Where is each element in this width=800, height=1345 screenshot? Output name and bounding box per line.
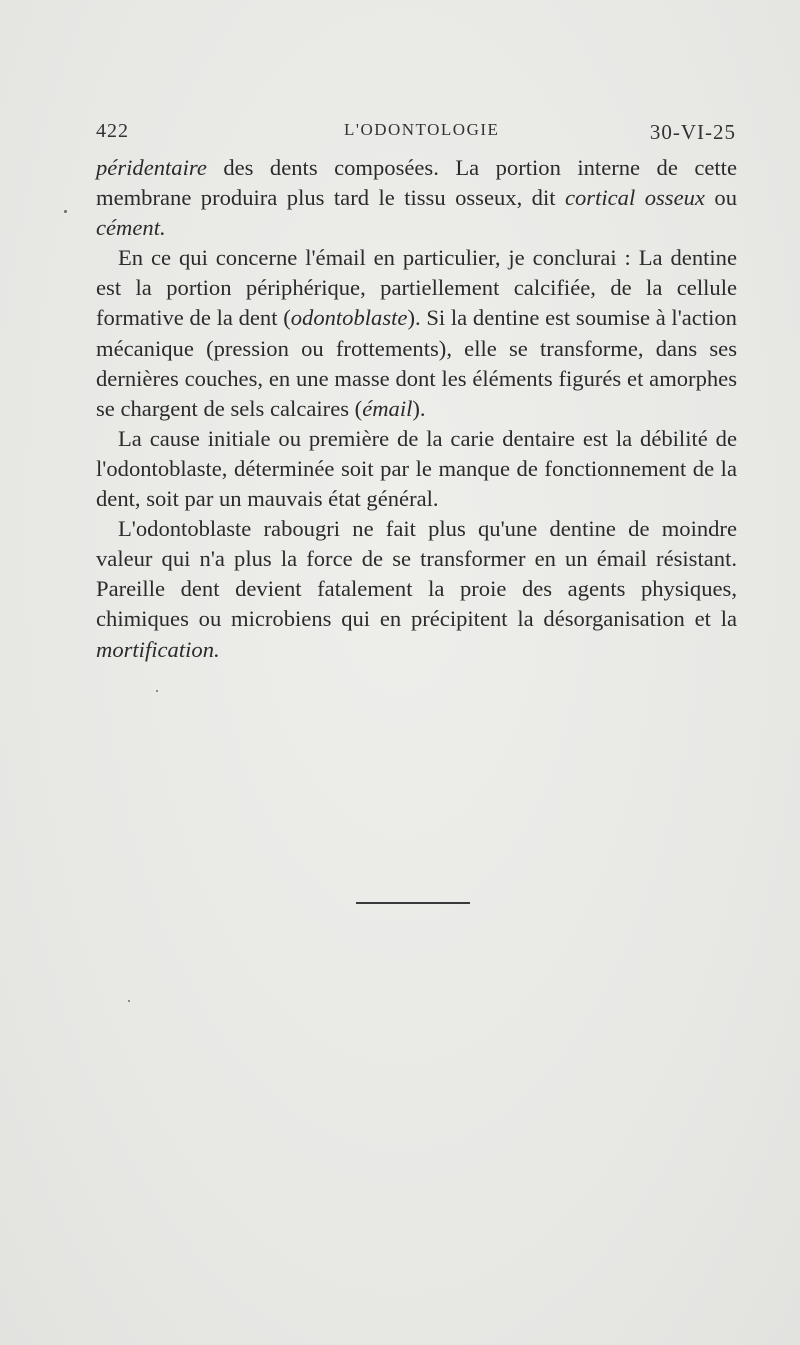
end-rule <box>356 902 470 904</box>
text-run: des dents composées. La portion interne de cette membrane produira plus tard le tissu osseux, dit <box>96 155 737 211</box>
text-run: ). <box>412 395 426 421</box>
issue-date: 30-VI-25 <box>649 120 736 144</box>
text-run: En ce qui concerne l'émail en particulier, je conclurai : La dentine est la portion périphérique, partiellement calcifiée, de la cellule formative de la dent ( <box>96 245 737 331</box>
italic-text: cément. <box>96 215 166 241</box>
paragraph <box>96 514 737 664</box>
print-speck <box>64 210 67 213</box>
paragraph <box>96 153 737 243</box>
print-speck <box>156 690 158 692</box>
paragraph <box>96 243 737 424</box>
italic-text: émail <box>362 395 413 421</box>
text-run: ou <box>704 185 737 211</box>
text-run: ). Si la dentine est soumise à l'action mécanique (pression ou frottements), elle se transforme, dans ses dernières couches, en une masse dont les éléments figurés et amorphes se chargent de sels calcaires ( <box>96 305 737 421</box>
italic-text: péridentaire <box>96 155 207 180</box>
italic-text: cortical osseux <box>564 185 705 211</box>
page-number: 422 <box>96 120 129 142</box>
body-text <box>96 153 737 665</box>
text-run: La cause initiale ou première de la carie dentaire est la débilité de l'odontoblaste, déterminée soit par le manque de fonctionnement de la dent, soit par un mauvais état général. <box>96 425 737 512</box>
print-speck <box>128 1000 130 1002</box>
running-title: L'ODONTOLOGIE <box>344 120 500 139</box>
paragraph <box>96 424 737 514</box>
text-run: L'odontoblaste rabougri ne fait plus qu'une dentine de moindre valeur qui n'a plus la force de se transformer en un émail résistant. Pareille dent devient fatalement la proie des agents physiques, chimiques ou microbiens qui en précipitent la désorganisation et la <box>96 516 737 632</box>
italic-text: mortification. <box>96 636 220 662</box>
italic-text: odontoblaste <box>290 305 408 331</box>
running-header <box>96 118 736 148</box>
